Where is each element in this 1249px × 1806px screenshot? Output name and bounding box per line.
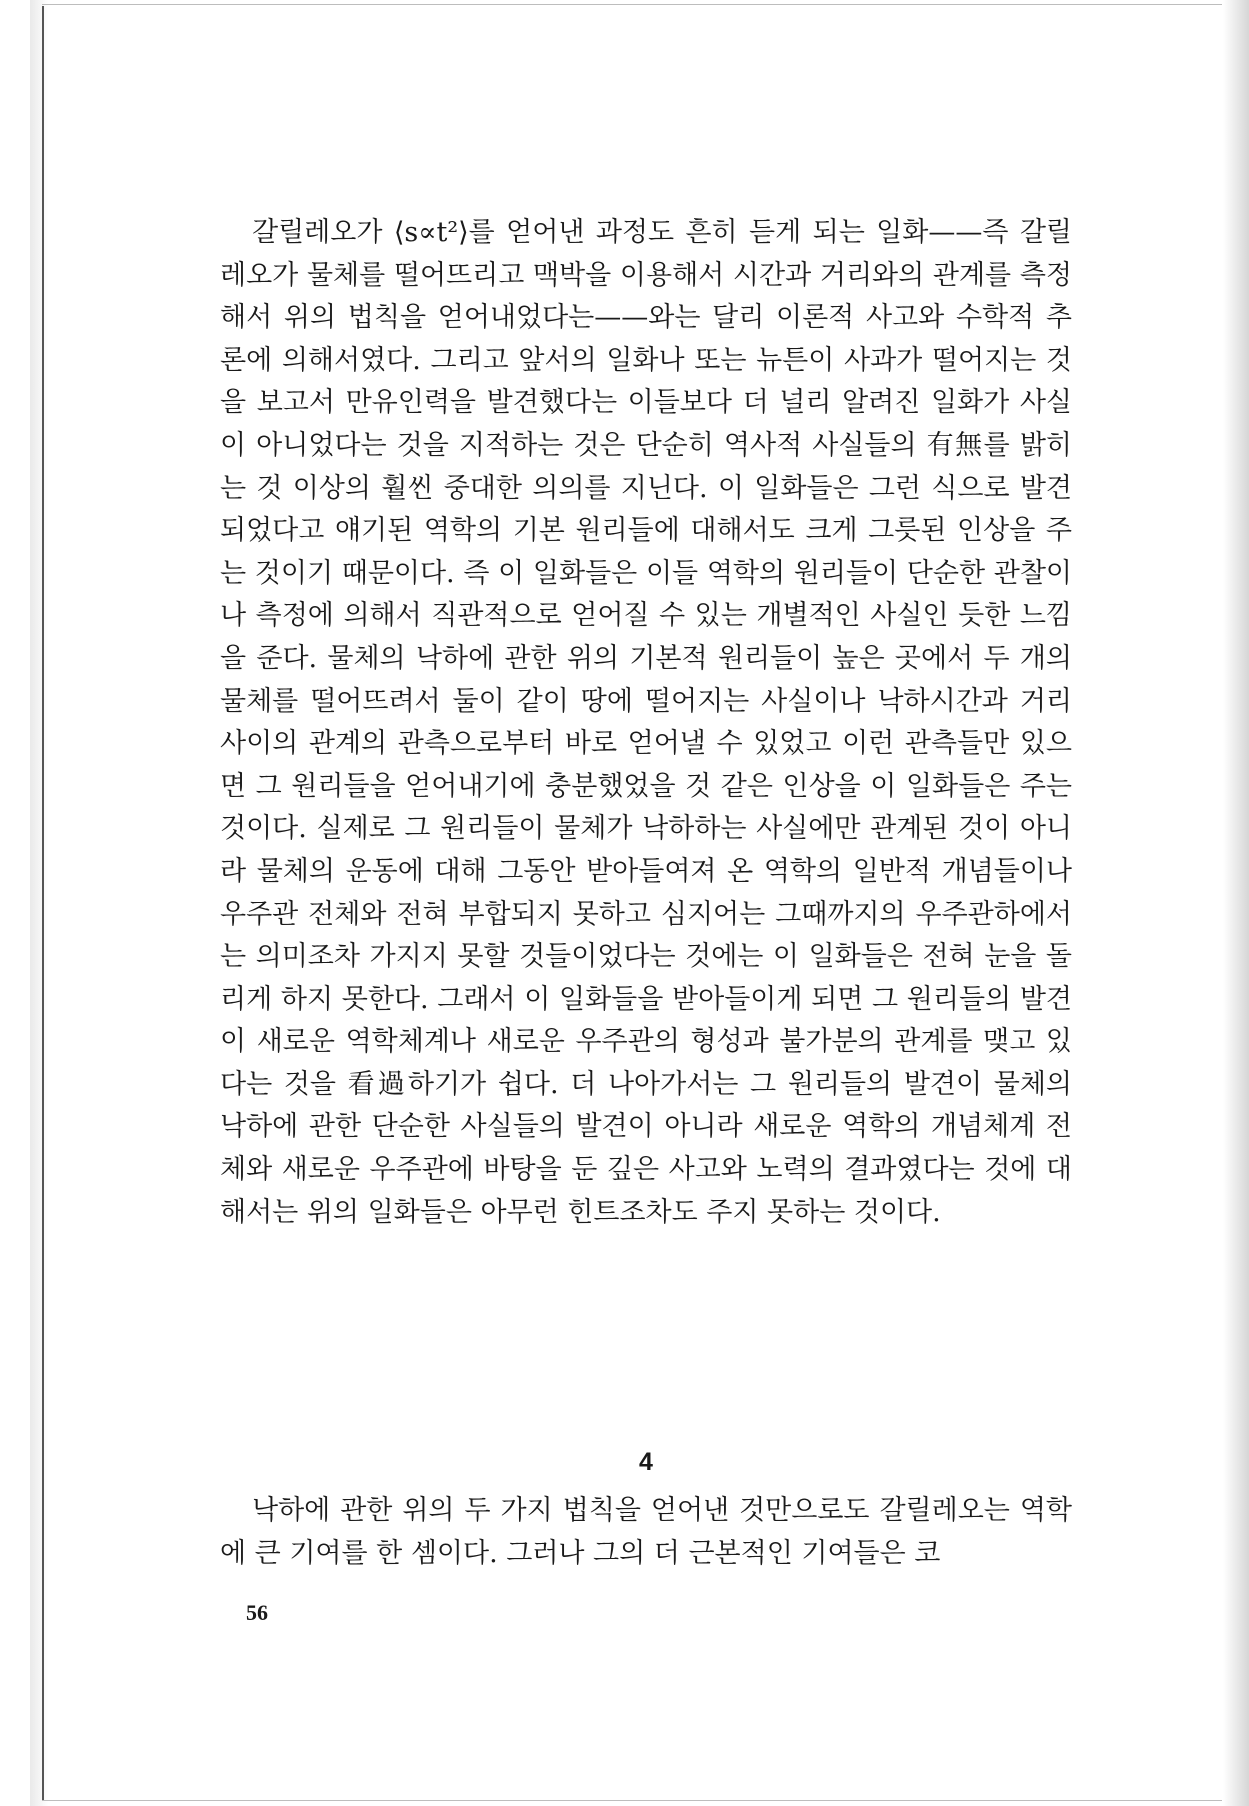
page-number: 56 [246, 1600, 268, 1625]
section-number: 4 [639, 1448, 653, 1476]
body-paragraph: 갈릴레오가 ⟨s∝t²⟩를 얻어낸 과정도 흔히 듣게 되는 일화——즉 갈릴레오가 물체를 떨어뜨리고 맥박을 이용해서 시간과 거리와의 관계를 측정해서 위의 법칙을 얻어내었다는——와는 달리 이론적 사고와 수학적 추론에 의해서였다. 그리고 앞서의 일화나 또는 뉴튼이 사과가 떨어지는 것을 보고서 만유인력을 발견했다는 이들보다 더 널리 알려진 일화가 사실이 아니었다는 것을 지적하는 것은 단순히 역사적 사실들의 有無를 밝히는 것 이상의 훨씬 중대한 의의를 지닌다. 이 일화들은 그런 식으로 발견되었다고 얘기된 역학의 기본 원리들에 대해서도 크게 그릇된 인상을 주는 것이기 때문이다. 즉 이 일화들은 이들 역학의 원리들이 단순한 관찰이나 측정에 의해서 직관적으로 얻어질 수 있는 개별적인 사실인 듯한 느낌을 준다. 물체의 낙하에 관한 위의 기본적 원리들이 높은 곳에서 두 개의 물체를 떨어뜨려서 둘이 같이 땅에 떨어지는 사실이나 낙하시간과 거리 사이의 관계의 관측으로부터 바로 얻어낼 수 있었고 이런 관측들만 있으면 그 원리들을 얻어내기에 충분했었을 것 같은 인상을 이 일화들은 주는 것이다. 실제로 그 원리들이 물체가 낙하하는 사실에만 관계된 것이 아니라 물체의 운동에 대해 그동안 받아들여져 온 역학의 일반적 개념들이나 우주관 전체와 전혀 부합되지 못하고 심지어는 그때까지의 우주관하에서는 의미조차 가지지 못할 것들이었다는 것에는 이 일화들은 전혀 눈을 돌리게 하지 못한다. 그래서 이 일화들을 받아들이게 되면 그 원리들의 발견이 새로운 역학체계나 새로운 우주관의 형성과 불가분의 관계를 맺고 있다는 것을 看過하기가 쉽다. 더 나아가서는 그 원리들의 발견이 물체의 낙하에 관한 단순한 사실들의 발견이 아니라 새로운 역학의 개념체계 전체와 새로운 우주관에 바탕을 둔 깊은 사고와 노력의 결과였다는 것에 대해서는 위의 일화들은 아무런 힌트조차도 주지 못하는 것이다. [220, 217, 1072, 1228]
page-bottom-edge [42, 1800, 1222, 1801]
page-right-shadow [1223, 0, 1249, 1806]
body-paragraph-continued: 낙하에 관한 위의 두 가지 법칙을 얻어낸 것만으로도 갈릴레오는 역학에 큰 기여를 한 셈이다. 그러나 그의 더 근본적인 기여들은 코 [220, 1495, 1072, 1569]
page-binding-edge [42, 6, 44, 1800]
page-top-edge [42, 4, 1222, 5]
page-binding-shadow [30, 0, 48, 1806]
